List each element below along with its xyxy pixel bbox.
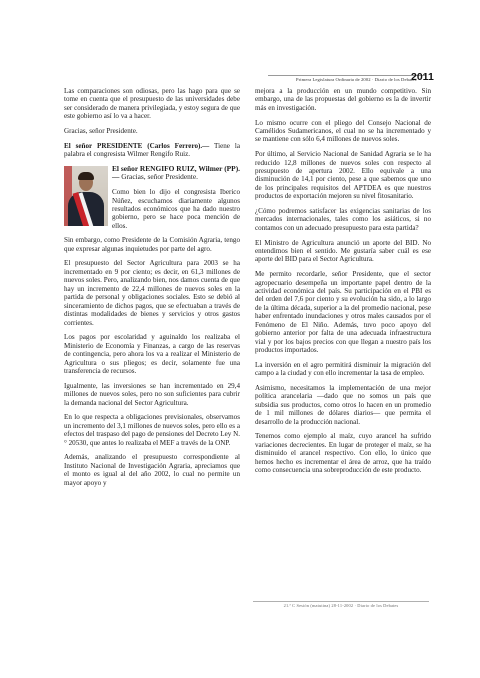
- paragraph: La inversión en el agro permitirá disminuir la migración del campo a la ciudad y con ello incrementar la tasa de empleo.: [255, 360, 431, 378]
- speaker-name: El señor PRESIDENTE (Carlos Ferrero).—: [64, 141, 210, 150]
- paragraph: El Ministro de Agricultura anunció un aporte del BID. No entendimos bien el sentido. Me gustaría saber cuál es ese aporte del BID para el Sector Agricultura.: [255, 238, 431, 264]
- paragraph: Tenemos como ejemplo al maíz, cuyo arancel ha sufrido variaciones decrecientes. En lugar de proteger el maíz, se ha disminuido el arancel respectivo. Con ello, lo único que hemos hecho es incrementar el área de arroz, que ha traído como consecuencia una sobreproducción de este producto.: [255, 432, 431, 475]
- paragraph: Asimismo, necesitamos la implementación de una mejor política arancelaria —dado que no somos un país que subsidia sus productos, como otros lo hacen en un promedio de 1 mil millones de dólares diarios— que permita el desarrollo de la producción nacional.: [255, 383, 431, 426]
- left-column: [64, 87, 240, 493]
- paragraph: Los pagos por escolaridad y aguinaldo los realizaba el Ministerio de Economía y Finanzas, a cargo de las reservas de contingencia, pero ahora los va a realizar el Ministerio de Agricultura o sus pliegos; es decir, solamente fue una transferencia de recursos.: [64, 333, 240, 376]
- speaker-photo: [64, 166, 108, 226]
- page-footer: 21.ª C Sesión (matutina) 28-11-2002 · Diario de los Debates: [283, 603, 399, 608]
- footer-rule: [253, 601, 429, 602]
- paragraph-text: Tiene la palabra el congresista Wilmer Rengifo Ruiz.: [64, 141, 241, 159]
- paragraph: Lo mismo ocurre con el pliego del Consejo Nacional de Camélidos Sudamericanos, el cual no se ha incrementado y se mantiene con sólo 6,4 millones de nuevos soles.: [255, 118, 431, 144]
- paragraph-text: Gracias, señor Presidente.: [119, 172, 198, 182]
- paragraph: mejora a la producción en un mundo competitivo. Sin embargo, una de las propuestas del gobierno es la de invertir más en investigación.: [255, 87, 431, 112]
- paragraph: Sin embargo, como Presidente de la Comisión Agraria, tengo que expresar algunas inquietudes por parte del agro.: [64, 236, 240, 253]
- right-column: [255, 87, 431, 481]
- running-header: Primera Legislatura Ordinaria de 2002 · Diario de los Debates: [296, 77, 417, 82]
- paragraph: Además, analizando el presupuesto correspondiente al Instituto Nacional de Investigación Agraria, apreciamos que el monto es igual al del año 2002, lo cual no permite un mayor apoyo y: [64, 453, 240, 487]
- page-number: 2011: [411, 71, 434, 83]
- paragraph: Igualmente, las inversiones se han incrementado en 29,4 millones de nuevos soles, pero no son suficientes para cubrir la demanda nacional del Sector Agricultura.: [64, 381, 240, 407]
- speaker-name: El señor RENGIFO RUIZ, Wilmer (PP).—: [112, 163, 240, 182]
- paragraph: Por último, al Servicio Nacional de Sanidad Agraria se le ha reducido 12,8 millones de nuevos soles con respecto al presupuesto de apertura 2002. Ello equivale a una disminución de 14,1 por ciento, pese a que sabemos que uno de los principales requisitos del APTDEA es que nuestros productos de exportación mejoren su nivel fitosanitario.: [255, 150, 431, 201]
- paragraph-speaker-president: [64, 142, 240, 159]
- paragraph: El presupuesto del Sector Agricultura para 2003 se ha incrementado en 9 por ciento; es decir, en 61,3 millones de nuevos soles. Pero, analizando bien, nos damos cuenta de que hay un incremento de 22,4 millones de nuevos soles en la partida de personal y obligaciones sociales. Esto se debió al sinceramiento de dichos pagos, que se efectuaban a través de distintas modalidades de bienes y servicios y otros gastos corrientes.: [64, 259, 240, 327]
- paragraph-speaker-rengifo: [112, 165, 240, 182]
- paragraph: Como bien lo dijo el congresista Iberico Núñez, escuchamos diariamente algunos resultados económicos que ha dado nuestro gobierno, pero se hace poca mención de ellos.: [112, 188, 240, 230]
- speaker-photo-block: [64, 165, 240, 231]
- paragraph: En lo que respecta a obligaciones previsionales, observamos un incremento del 3,1 millones de nuevos soles, pero ello es a efectos del traspaso del pago de pensiones del Decreto Ley N.° 20530, que antes lo realizaba el MEF a través de la ONP.: [64, 413, 240, 447]
- paragraph: Gracias, señor Presidente.: [64, 127, 138, 135]
- paragraph: ¿Cómo podremos satisfacer las exigencias sanitarias de los mercados internacionales, tales como los asiáticos, si no contamos con un adecuado presupuesto para esta partida?: [255, 207, 431, 232]
- paragraph: Me permito recordarle, señor Presidente, que el sector agropecuario desempeña un importante papel dentro de la actividad económica del país. Su participación en el PBI es del orden del 7,6 por ciento y su evolución ha sido, a lo largo de la última década, superior a la del promedio nacional, pese haber enfrentado inundaciones y otros males causados por el Fenómeno de El Niño. Además, tuvo poco apoyo del gobierno anterior por falta de una adecuada infraestructura vial y por los bajos precios con que llegan a nuestro país los productos importados.: [255, 270, 431, 355]
- paragraph: Las comparaciones son odiosas, pero las hago para que se tome en cuenta que el presupuesto de las universidades debe ser considerado de manera privilegiada, y estoy segura de que este gobierno así lo va a hacer.: [64, 87, 240, 121]
